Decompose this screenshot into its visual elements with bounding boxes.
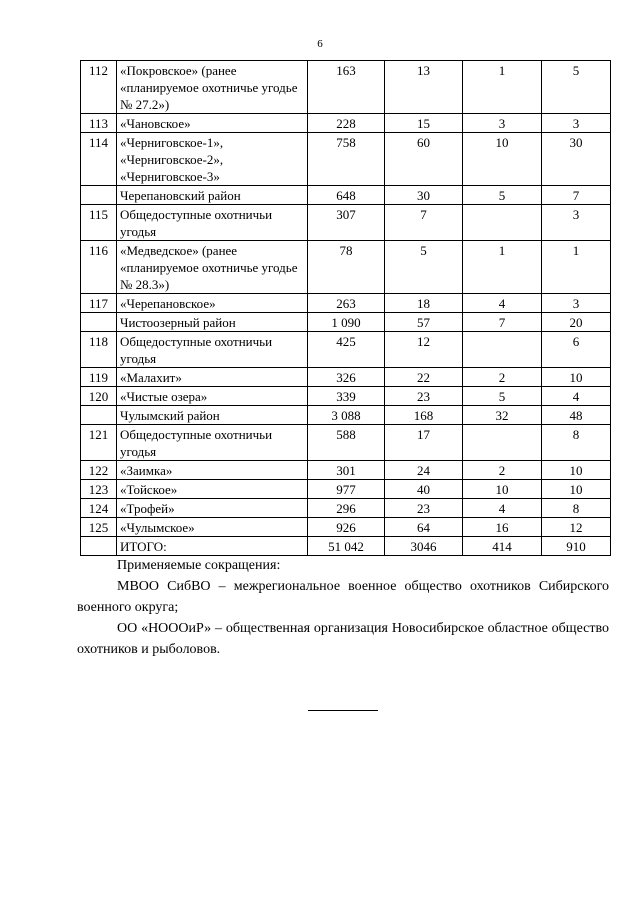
- row-number: [81, 186, 117, 205]
- row-value-2: 17: [385, 425, 463, 461]
- row-value-1: 51 042: [308, 537, 385, 556]
- table-row: [81, 406, 611, 425]
- row-number: 124: [81, 499, 117, 518]
- row-name: Чулымский район: [117, 406, 308, 425]
- row-value-2: 22: [385, 368, 463, 387]
- row-value-4: 3: [542, 294, 611, 313]
- row-value-1: 926: [308, 518, 385, 537]
- row-name: «Заимка»: [117, 461, 308, 480]
- table-row: [81, 518, 611, 537]
- row-number: 120: [81, 387, 117, 406]
- row-number: 117: [81, 294, 117, 313]
- row-value-4: 3: [542, 114, 611, 133]
- row-value-1: 163: [308, 61, 385, 114]
- row-number: 112: [81, 61, 117, 114]
- row-name: «Малахит»: [117, 368, 308, 387]
- row-number: 119: [81, 368, 117, 387]
- table-row: [81, 186, 611, 205]
- row-value-1: 425: [308, 332, 385, 368]
- page-number: 6: [317, 38, 323, 50]
- row-name: Чистоозерный район: [117, 313, 308, 332]
- row-value-3: 1: [463, 61, 542, 114]
- row-value-3: 4: [463, 294, 542, 313]
- row-value-4: 3: [542, 205, 611, 241]
- row-number: 121: [81, 425, 117, 461]
- row-value-3: 16: [463, 518, 542, 537]
- row-value-4: 30: [542, 133, 611, 186]
- row-value-4: 8: [542, 499, 611, 518]
- row-value-2: 40: [385, 480, 463, 499]
- row-number: 123: [81, 480, 117, 499]
- row-value-1: 307: [308, 205, 385, 241]
- row-value-1: 228: [308, 114, 385, 133]
- row-value-3: 2: [463, 368, 542, 387]
- row-value-1: 758: [308, 133, 385, 186]
- row-name: Черепановский район: [117, 186, 308, 205]
- note-item: ОО «НОООиР» – общественная организация Новосибирское областное общество охотников и рыболовов.: [77, 621, 609, 657]
- row-value-2: 13: [385, 61, 463, 114]
- row-value-3: 7: [463, 313, 542, 332]
- row-name: Общедоступные охотничьи угодья: [117, 332, 308, 368]
- table-row: [81, 313, 611, 332]
- table-row: [81, 241, 611, 294]
- row-name: «Трофей»: [117, 499, 308, 518]
- row-number: [81, 313, 117, 332]
- end-rule: [308, 710, 378, 711]
- table-row: [81, 461, 611, 480]
- row-value-2: 23: [385, 387, 463, 406]
- row-value-2: 18: [385, 294, 463, 313]
- table-row: [81, 114, 611, 133]
- note-item: МВОО СибВО – межрегиональное военное общество охотников Сибирского военного округа;: [77, 579, 609, 615]
- row-value-4: 5: [542, 61, 611, 114]
- hunting-grounds-table: [80, 60, 611, 556]
- row-number: [81, 537, 117, 556]
- row-name: ИТОГО:: [117, 537, 308, 556]
- row-value-4: 6: [542, 332, 611, 368]
- row-value-2: 64: [385, 518, 463, 537]
- row-name: «Черниговское-1», «Черниговское-2», «Черниговское-3»: [117, 133, 308, 186]
- table-row: [81, 133, 611, 186]
- row-value-4: 10: [542, 461, 611, 480]
- table-row: [81, 294, 611, 313]
- table-row: [81, 205, 611, 241]
- row-value-4: 48: [542, 406, 611, 425]
- row-value-3: 10: [463, 133, 542, 186]
- row-value-3: [463, 425, 542, 461]
- row-value-2: 168: [385, 406, 463, 425]
- table-body: [81, 61, 611, 556]
- row-value-3: 414: [463, 537, 542, 556]
- row-value-1: 326: [308, 368, 385, 387]
- row-value-4: 1: [542, 241, 611, 294]
- table-row: [81, 332, 611, 368]
- row-value-1: 296: [308, 499, 385, 518]
- row-value-4: 10: [542, 368, 611, 387]
- table-row: [81, 368, 611, 387]
- row-value-2: 15: [385, 114, 463, 133]
- row-value-2: 7: [385, 205, 463, 241]
- row-value-1: 648: [308, 186, 385, 205]
- abbreviations-notes: [77, 555, 609, 660]
- row-value-3: [463, 205, 542, 241]
- row-value-2: 57: [385, 313, 463, 332]
- row-value-2: 12: [385, 332, 463, 368]
- row-value-1: 977: [308, 480, 385, 499]
- row-number: 116: [81, 241, 117, 294]
- table-row: [81, 425, 611, 461]
- row-value-3: 10: [463, 480, 542, 499]
- row-value-1: 1 090: [308, 313, 385, 332]
- row-number: 113: [81, 114, 117, 133]
- row-name: «Чистые озера»: [117, 387, 308, 406]
- table-row: [81, 480, 611, 499]
- row-value-1: 3 088: [308, 406, 385, 425]
- row-value-3: 5: [463, 387, 542, 406]
- row-value-3: 32: [463, 406, 542, 425]
- row-name: «Чановское»: [117, 114, 308, 133]
- row-name: Общедоступные охотничьи угодья: [117, 425, 308, 461]
- table-row: [81, 537, 611, 556]
- row-name: «Тойское»: [117, 480, 308, 499]
- row-value-4: 12: [542, 518, 611, 537]
- row-value-3: 2: [463, 461, 542, 480]
- row-value-2: 3046: [385, 537, 463, 556]
- row-value-2: 30: [385, 186, 463, 205]
- row-value-4: 7: [542, 186, 611, 205]
- row-value-1: 339: [308, 387, 385, 406]
- row-value-2: 24: [385, 461, 463, 480]
- row-name: Общедоступные охотничьи угодья: [117, 205, 308, 241]
- row-value-1: 301: [308, 461, 385, 480]
- row-number: [81, 406, 117, 425]
- notes-heading: Применяемые сокращения:: [117, 558, 281, 573]
- row-value-1: 588: [308, 425, 385, 461]
- row-value-2: 60: [385, 133, 463, 186]
- table-row: [81, 61, 611, 114]
- row-value-3: [463, 332, 542, 368]
- row-name: «Черепановское»: [117, 294, 308, 313]
- row-value-1: 78: [308, 241, 385, 294]
- row-value-3: 4: [463, 499, 542, 518]
- row-value-2: 5: [385, 241, 463, 294]
- row-value-4: 4: [542, 387, 611, 406]
- row-number: 118: [81, 332, 117, 368]
- row-value-4: 10: [542, 480, 611, 499]
- row-name: «Чулымское»: [117, 518, 308, 537]
- row-value-2: 23: [385, 499, 463, 518]
- row-number: 125: [81, 518, 117, 537]
- row-number: 114: [81, 133, 117, 186]
- row-number: 122: [81, 461, 117, 480]
- row-value-1: 263: [308, 294, 385, 313]
- table-row: [81, 387, 611, 406]
- row-name: «Медведское» (ранее «планируемое охотничье угодье № 28.3»): [117, 241, 308, 294]
- row-value-4: 910: [542, 537, 611, 556]
- row-value-3: 5: [463, 186, 542, 205]
- row-name: «Покровское» (ранее «планируемое охотничье угодье № 27.2»): [117, 61, 308, 114]
- row-value-4: 20: [542, 313, 611, 332]
- row-value-3: 3: [463, 114, 542, 133]
- table-row: [81, 499, 611, 518]
- row-number: 115: [81, 205, 117, 241]
- row-value-4: 8: [542, 425, 611, 461]
- row-value-3: 1: [463, 241, 542, 294]
